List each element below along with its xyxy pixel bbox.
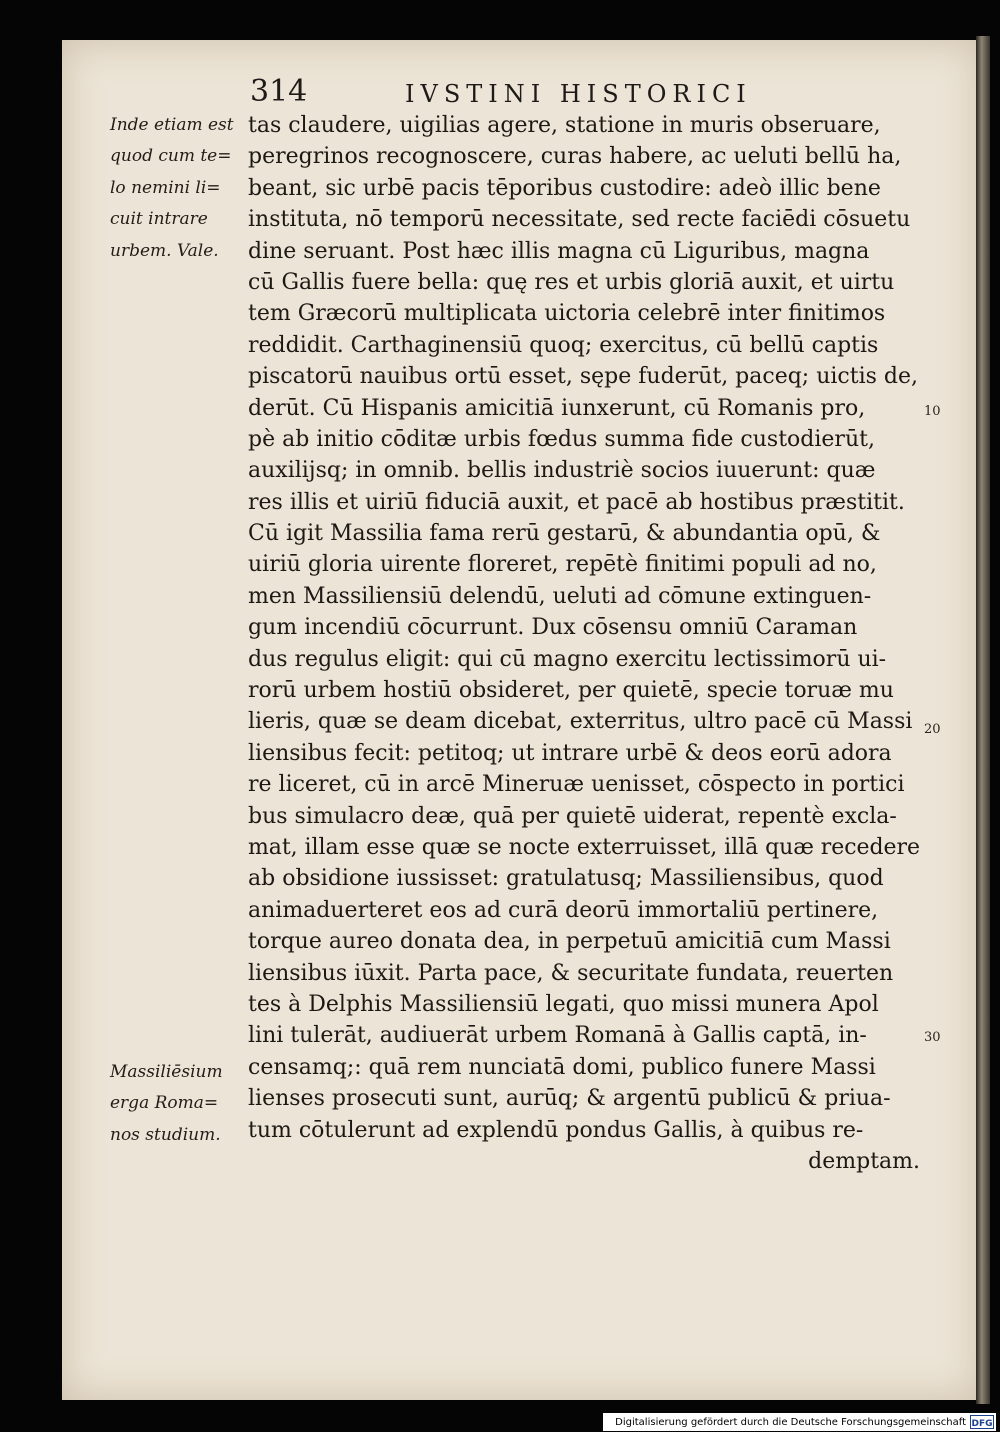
body-text-line: bus simulacro deæ, quā per quietē uiderat, repentè excla- (248, 803, 897, 829)
body-text-line: Cū igit Massilia fama rerū gestarū, & abundantia opū, & (248, 521, 881, 547)
dfg-logo-icon (970, 1415, 994, 1429)
line-number-20: 20 (924, 722, 941, 737)
body-text-line: gum incendiū cōcurrunt. Dux cōsensu omniū Caraman (248, 615, 858, 641)
body-text-line: pè ab initio cōditæ urbis fœdus summa fide custodierūt, (248, 426, 875, 452)
body-text-line: tas claudere, uigilias agere, statione in muris obseruare, (248, 113, 881, 138)
page-edge (976, 36, 990, 1404)
body-text-line: piscatorū nauibus ortū esset, sępe fuderūt, paceq; uictis de, (248, 364, 918, 390)
body-text-line: dine seruant. Post hæc illis magna cū Liguribus, magna (248, 238, 870, 264)
body-text-line: animaduerteret eos ad curā deorū immortaliū pertinere, (248, 897, 879, 923)
page-number: 314 (250, 74, 308, 109)
body-text-line: censamq;: quā rem nunciatā domi, publico funere Massi (248, 1054, 876, 1080)
body-text-line: torque aureo donata dea, in perpetuū amicitiā cum Massi (248, 929, 891, 955)
body-text-line: rorū urbem hostiū obsideret, per quietē, specie toruæ mu (248, 678, 894, 704)
body-text-line: tum cōtulerunt ad explendū pondus Gallis, à quibus re- (248, 1117, 864, 1143)
body-text-line: lini tulerāt, audiuerāt urbem Romanā à Gallis captā, in- (248, 1023, 867, 1049)
line-number-10: 10 (924, 404, 941, 419)
line-number-30: 30 (924, 1030, 941, 1045)
body-text-line: liensibus iūxit. Parta pace, & securitate fundata, reuerten (248, 960, 894, 986)
body-text-line: instituta, nō temporū necessitate, sed recte faciēdi cōsuetu (248, 207, 911, 233)
marginal-note-bottom (110, 1057, 245, 1151)
body-text-line-final: demptam. (808, 1148, 920, 1174)
marginal-note-line: Massiliēsium (110, 1062, 223, 1082)
body-text-line: peregrinos recognoscere, curas habere, ac ueluti bellū ha, (248, 144, 902, 170)
body-text-line: re liceret, cū in arcē Mineruæ uenisset, cōspecto in portici (248, 772, 905, 798)
body-text-line: tem Græcorū multiplicata uictoria celebrē inter finitimos (248, 301, 886, 327)
body-text-line: lienses prosecuti sunt, aurūq; & argentū publicū & priua- (248, 1086, 891, 1112)
page-header (250, 70, 790, 110)
body-text-line: ab obsidione iussisset: gratulatusq; Massiliensibus, quod (248, 866, 884, 892)
marginal-note-top (110, 110, 245, 267)
marginal-note-line: erga Roma= (110, 1093, 219, 1114)
body-text-line: dus regulus eligit: qui cū magno exercitu lectissimorū ui- (248, 646, 887, 672)
body-text-line: auxilijsq; in omnib. bellis industriè socios iuuerunt: quæ (248, 458, 876, 484)
body-text-line: cū Gallis fuere bella: quę res et urbis gloriā auxit, et uirtu (248, 269, 895, 295)
marginal-note-line: cuit intrare (110, 209, 208, 230)
body-text-line: tes à Delphis Massiliensiū legati, quo missi munera Apol (248, 991, 879, 1017)
body-text-line: uiriū gloria uirente floreret, repētè finitimi populi ad no, (248, 552, 877, 578)
body-text-line: reddidit. Carthaginensiū quoq; exercitus, cū bellū captis (248, 332, 879, 358)
marginal-note-line: quod cum te= (110, 146, 232, 167)
body-text (248, 110, 920, 1177)
body-text-line: mat, illam esse quæ se nocte exterruisset, illā quæ recedere (248, 834, 920, 860)
digitization-credit (603, 1413, 996, 1431)
marginal-note-line: urbem. Vale. (110, 240, 219, 261)
body-text-line: lieris, quæ se deam dicebat, exterritus, ultro pacē cū Massi (248, 709, 913, 735)
body-text-line: derūt. Cū Hispanis amicitiā iunxerunt, cū Romanis pro, (248, 395, 866, 421)
marginal-note-line: nos studium. (110, 1124, 221, 1145)
body-text-line: men Massiliensiū delendū, ueluti ad cōmune extinguen- (248, 583, 872, 609)
marginal-note-line: lo nemini li= (110, 177, 221, 198)
body-text-line: res illis et uiriū fiduciā auxit, et pacē ab hostibus præstitit. (248, 489, 905, 515)
marginal-note-line: Inde etiam est (110, 115, 234, 135)
dfg-logo-text: DFG (971, 1419, 993, 1428)
body-text-line: beant, sic urbē pacis tēporibus custodire: adeò illic bene (248, 175, 881, 201)
body-text-line: liensibus fecit: petitoq; ut intrare urbē & deos eorū adora (248, 740, 892, 766)
running-head: IVSTINI HISTORICI (405, 80, 752, 108)
digitization-credit-text: Digitalisierung gefördert durch die Deutsche Forschungsgemeinschaft (615, 1416, 966, 1428)
